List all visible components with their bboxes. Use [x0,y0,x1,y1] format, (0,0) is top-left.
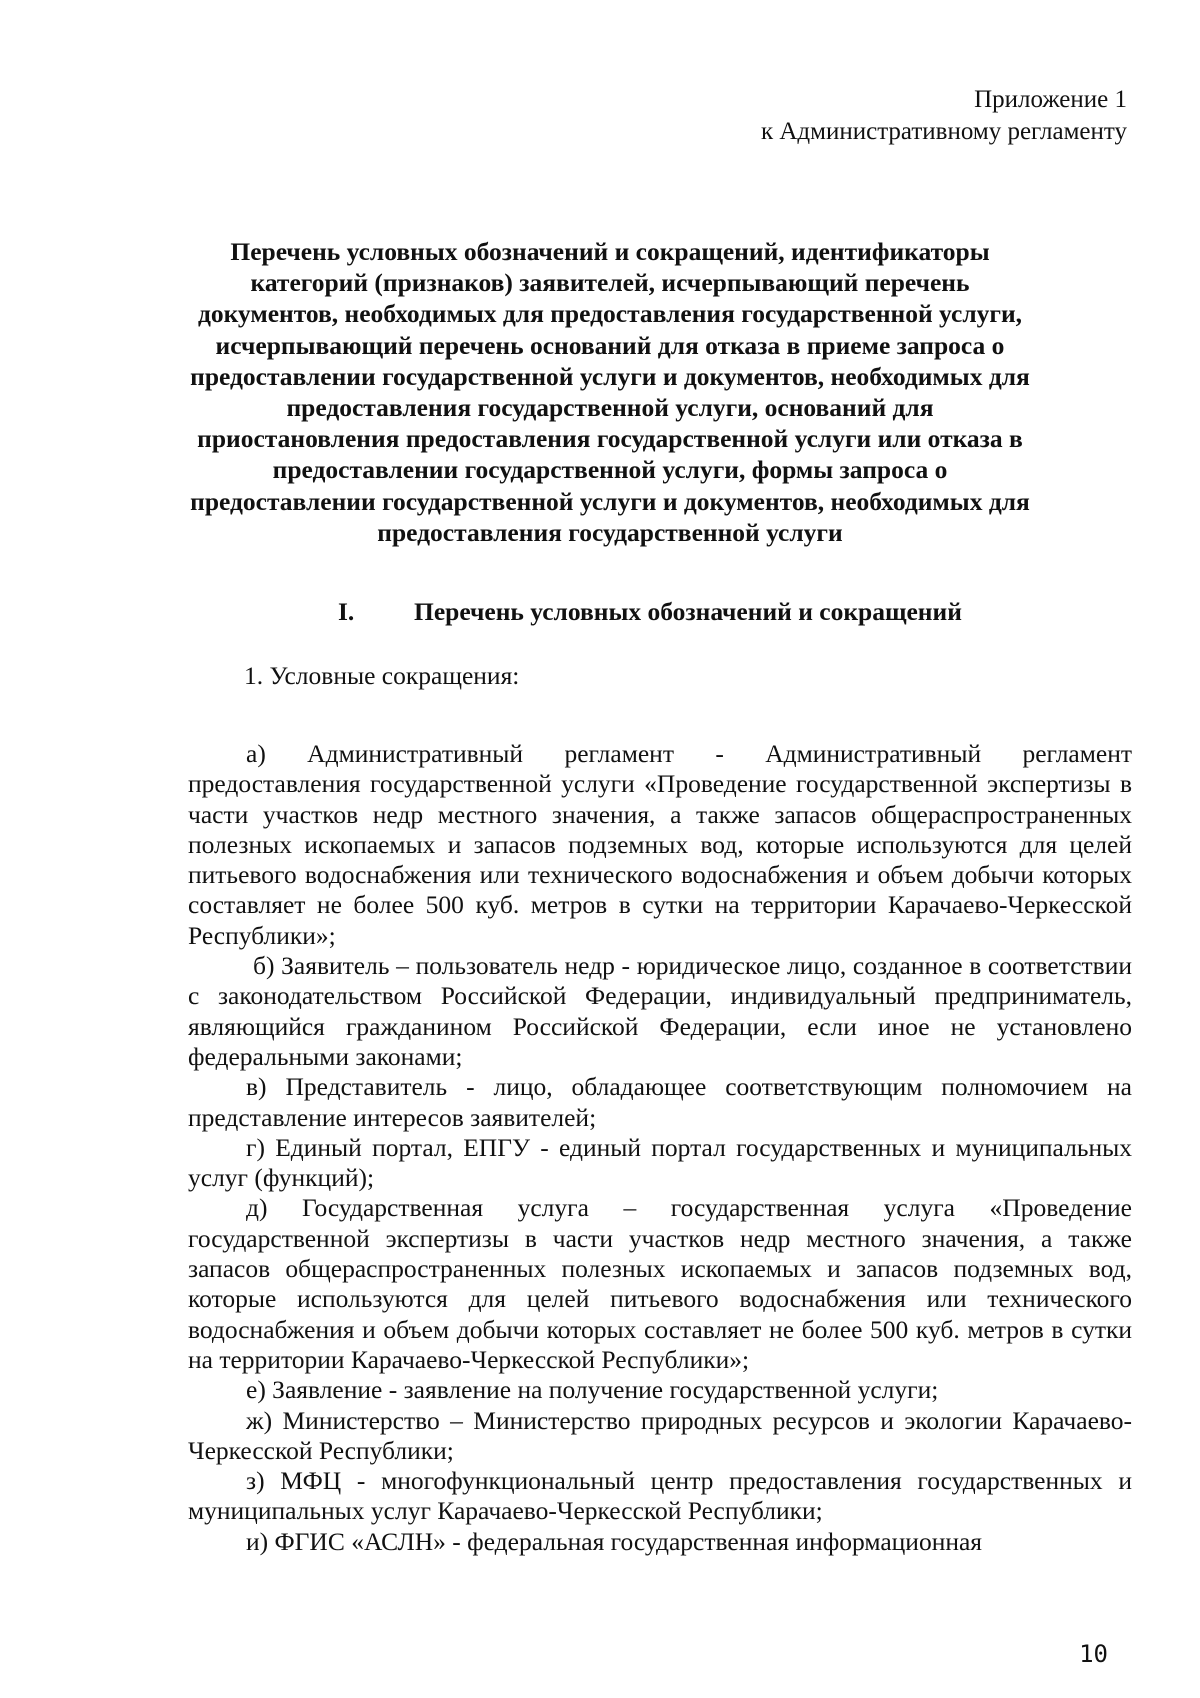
title-line: предоставлении государственной услуги и документов, необходимых для [190,361,1030,391]
appendix-line-1: Приложение 1 [974,86,1127,113]
section-title: Перечень условных обозначений и сокращений [414,597,962,626]
definitions-list [188,739,1132,1557]
appendix-line-2: к Административному регламенту [760,118,1127,145]
definition-item: г) Единый портал, ЕПГУ - единый портал государственных и муниципальных услуг (функций); [188,1132,1132,1193]
title-line: документов, необходимых для предоставления государственной услуги, [197,299,1023,329]
title-line: предоставлении государственной услуги и документов, необходимых для [190,486,1030,516]
definition-item: з) МФЦ - многофункциональный центр предоставления государственных и муниципальных услуг Карачаево-Черкесской Республики; [188,1466,1132,1526]
definition-item: ж) Министерство – Министерство природных ресурсов и экологии Карачаево-Черкесской Республики; [188,1405,1132,1465]
title-line: предоставления государственной услуги [377,517,843,547]
page-number: 10 [1079,1640,1108,1668]
definition-item: е) Заявление - заявление на получение государственной услуги; [246,1375,939,1405]
appendix-header [761,84,1127,148]
title-line: Перечень условных обозначений и сокращений, идентификаторы [230,237,990,266]
definition-item: и) ФГИС «АСЛН» - федеральная государственная информационная [246,1526,983,1556]
title-line: приостановления предоставления государственной услуги или отказа в [197,424,1023,454]
title-line: предоставления государственной услуги, оснований для [286,393,934,423]
definition-item: в) Представитель - лицо, обладающее соответствующим полномочием на представление интересов заявителей; [188,1072,1132,1132]
section-number: I. [338,597,355,626]
definition-item: б) Заявитель – пользователь недр - юридическое лицо, созданное в соответствии с законодательством Российской Федерации, индивидуальный предприниматель, являющийся гражданином Российской Федерации, если иное не установлено федеральными законами; [188,951,1132,1071]
title-line: исчерпывающий перечень оснований для отказа в приеме запроса о [215,330,1005,360]
definition-item: а) Административный регламент - Административный регламент предоставления государственной услуги «Проведение государственной экспертизы в части участков недр местного значения, а также запасов общераспространенных полезных ископаемых и запасов подземных вод, которые используются для целей питьевого водоснабжения или технического водоснабжения и объем добычи которых составляет не более 500 куб. метров в сутки на территории Карачаево-Черкесской Республики»; [188,739,1132,950]
title-line: категорий (признаков) заявителей, исчерпывающий перечень [250,268,970,298]
list-heading: 1. Условные сокращения: [244,661,520,690]
title-line: предоставлении государственной услуги, формы запроса о [272,455,948,485]
definition-item: д) Государственная услуга – государственная услуга «Проведение государственной экспертизы в части участков недр местного значения, а также запасов общераспространенных полезных ископаемых и запасов подземных вод, которые используются для целей питьевого водоснабжения или технического водоснабжения и объем добычи которых составляет не более 500 куб. метров в сутки на территории Карачаево-Черкесской Республики»; [188,1193,1132,1374]
document-title [150,236,1070,548]
